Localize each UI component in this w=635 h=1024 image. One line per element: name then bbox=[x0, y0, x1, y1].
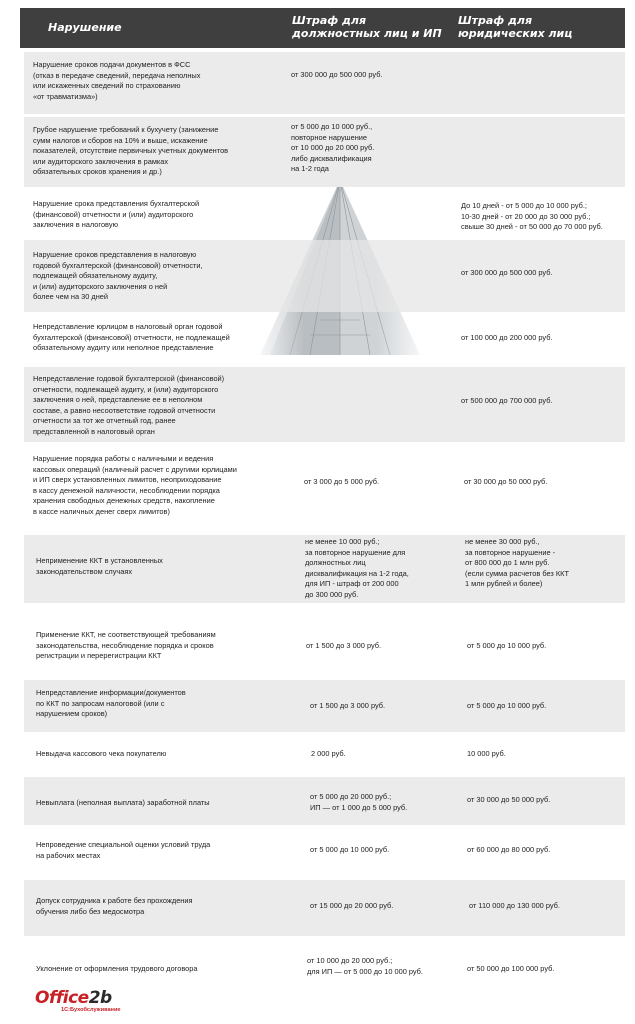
table-row bbox=[24, 620, 625, 672]
table-row bbox=[24, 117, 625, 187]
logo-brand-a: Office bbox=[35, 988, 89, 1008]
official-fine-cell: от 5 000 до 10 000 руб. bbox=[310, 845, 390, 854]
legal-fine-cell: До 10 дней - от 5 000 до 10 000 руб.; 10-30 дней - от 20 000 до 30 000 руб.; свыше 30 дней - от 50 000 до 70 000 руб. bbox=[461, 201, 603, 232]
violation-cell: Применение ККТ, не соответствующей требованиям законодательства, несоблюдение порядка и сроков регистрации и перерегистрации ККТ bbox=[36, 630, 216, 661]
table-row bbox=[24, 880, 625, 936]
violation-cell: Непроведение специальной оценки условий труда на рабочих местах bbox=[36, 840, 211, 860]
violation-cell: Нарушение срока представления бухгалтерской (финансовой) отчетности и (или) аудиторского заключения в налоговую bbox=[33, 199, 200, 230]
office2b-logo bbox=[35, 988, 135, 1018]
table-row bbox=[24, 367, 625, 442]
violation-cell: Непредставление годовой бухгалтерской (финансовой) отчетности, подлежащей аудиту, и (или) аудиторского заключения о ней, представление ее в неполном составе, а равно несоответствие годовой отчетности отчетности за тот же отчетный год, ранее представленной в налоговый орган bbox=[33, 374, 225, 436]
table-row bbox=[24, 777, 625, 825]
violation-cell: Неприменение ККТ в установленных законодательством случаях bbox=[36, 556, 163, 576]
legal-fine-cell: от 60 000 до 80 000 руб. bbox=[467, 845, 551, 854]
legal-fine-cell: от 30 000 до 50 000 руб. bbox=[467, 795, 551, 804]
official-fine-cell: от 5 000 до 10 000 руб., повторное нарушение от 10 000 до 20 000 руб. либо дисквалификация на 1-2 года bbox=[291, 122, 375, 174]
violation-cell: Уклонение от оформления трудового договора bbox=[36, 964, 198, 973]
official-fine-cell: от 10 000 до 20 000 руб.; для ИП — от 5 000 до 10 000 руб. bbox=[307, 956, 423, 976]
header-legal-fine: Штраф для юридических лиц bbox=[458, 14, 573, 40]
official-fine-cell: от 1 500 до 3 000 руб. bbox=[306, 641, 382, 650]
table-row bbox=[24, 446, 625, 522]
legal-fine-cell: 10 000 руб. bbox=[467, 749, 506, 758]
table-row bbox=[24, 315, 625, 361]
violation-cell: Нарушение сроков подачи документов в ФСС (отказ в передаче сведений, передача неполных или искаженных сведений по страхованию «от травматизма») bbox=[33, 60, 201, 101]
legal-fine-cell: от 30 000 до 50 000 руб. bbox=[464, 477, 548, 486]
logo-wordmark bbox=[35, 988, 112, 1008]
logo-tagline: 1С:Бухобслуживание bbox=[61, 1007, 121, 1013]
violation-cell: Нарушение порядка работы с наличными и ведения кассовых операций (наличный расчет с другими юрлицами и ИП сверх установленных лимитов, неоприходование в кассу денежной наличности, несоблюдении порядка хранения свободных денежных средств, накопление в кассе наличных денег сверх лимитов) bbox=[33, 454, 237, 516]
legal-fine-cell: от 5 000 до 10 000 руб. bbox=[467, 701, 547, 710]
violation-cell: Невыплата (неполная выплата) заработной платы bbox=[36, 798, 210, 807]
legal-fine-cell: от 5 000 до 10 000 руб. bbox=[467, 641, 547, 650]
table-header bbox=[20, 8, 625, 48]
logo-brand-b: 2b bbox=[88, 988, 112, 1008]
legal-fine-cell: не менее 30 000 руб., за повторное нарушение - от 800 000 до 1 млн руб. (если сумма расчетов без ККТ 1 млн рублей и более) bbox=[465, 537, 569, 589]
violation-cell: Допуск сотрудника к работе без прохождения обучения либо без медосмотра bbox=[36, 896, 193, 916]
legal-fine-cell: от 300 000 до 500 000 руб. bbox=[461, 268, 553, 277]
violation-cell: Непредставление информации/документов по ККТ по запросам налоговой (или с нарушением сроков) bbox=[36, 688, 186, 719]
official-fine-cell: 2 000 руб. bbox=[311, 749, 346, 758]
table-row bbox=[24, 950, 625, 986]
official-fine-cell: от 5 000 до 20 000 руб.; ИП — от 1 000 до 5 000 руб. bbox=[310, 792, 408, 812]
legal-fine-cell: от 50 000 до 100 000 руб. bbox=[467, 964, 555, 973]
table-row bbox=[24, 680, 625, 732]
table-row bbox=[24, 535, 625, 603]
official-fine-cell: от 15 000 до 20 000 руб. bbox=[310, 901, 394, 910]
violation-cell: Нарушение сроков представления в налоговую годовой бухгалтерской (финансовой) отчетности, подлежащей обязательному аудиту, и (или) аудиторского заключения о ней более чем на 30 дней bbox=[33, 250, 203, 302]
violation-cell: Невыдача кассового чека покупателю bbox=[36, 749, 167, 758]
header-violation: Нарушение bbox=[48, 21, 122, 34]
official-fine-cell: от 300 000 до 500 000 руб. bbox=[291, 70, 383, 79]
violation-cell: Непредставление юрлицом в налоговый орган годовой бухгалтерской (финансовой) отчетности, не подлежащей обязательному аудиту или неполное представление bbox=[33, 322, 230, 353]
table-row bbox=[24, 240, 625, 312]
official-fine-cell: от 3 000 до 5 000 руб. bbox=[304, 477, 380, 486]
violation-cell: Грубое нарушение требований к бухучету (занижение сумм налогов и сборов на 10% и выше, искажение показателей, отсутствие первичных учетных документов или аудиторского заключения в рамках обязательных сроков хранения и др.) bbox=[33, 125, 229, 177]
table-row bbox=[24, 738, 625, 770]
official-fine-cell: от 1 500 до 3 000 руб. bbox=[310, 701, 386, 710]
legal-fine-cell: от 500 000 до 700 000 руб. bbox=[461, 396, 553, 405]
official-fine-cell: не менее 10 000 руб.; за повторное нарушение для должностных лиц дисквалификация на 1-2 года, для ИП - штраф от 200 000 до 300 000 руб. bbox=[305, 537, 409, 599]
table-row bbox=[24, 189, 625, 237]
legal-fine-cell: от 100 000 до 200 000 руб. bbox=[461, 333, 553, 342]
table-row bbox=[24, 52, 625, 114]
table-row bbox=[24, 830, 625, 872]
header-official-fine: Штраф для должностных лиц и ИП bbox=[292, 14, 442, 40]
legal-fine-cell: от 110 000 до 130 000 руб. bbox=[469, 901, 560, 910]
